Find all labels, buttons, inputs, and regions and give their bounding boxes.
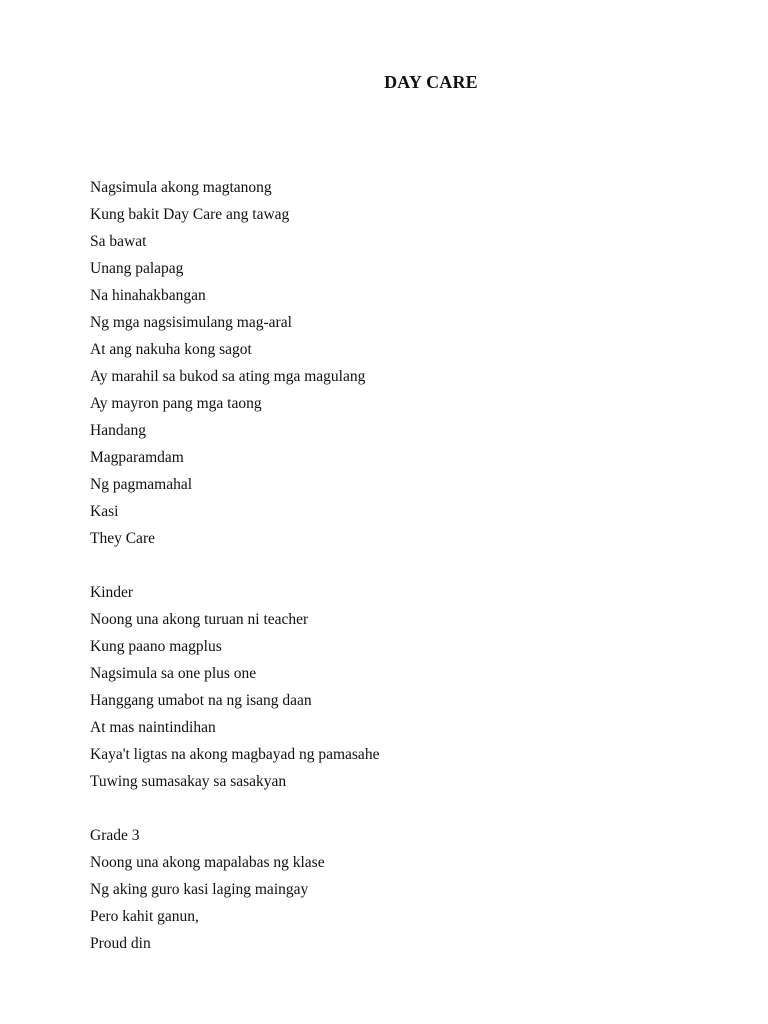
poem-line: Tuwing sumasakay sa sasakyan <box>90 773 287 790</box>
poem-line: Ay marahil sa bukod sa ating mga magulang <box>90 368 366 385</box>
poem-line: Nagsimula sa one plus one <box>90 665 257 682</box>
poem-line: Ay mayron pang mga taong <box>90 395 262 412</box>
poem-line: Noong una akong turuan ni teacher <box>90 611 309 628</box>
poem-line: Kasi <box>90 503 119 520</box>
poem-line: Kinder <box>90 584 134 601</box>
stanza-grade-3 <box>90 822 379 957</box>
document-title: DAY CARE <box>384 72 478 92</box>
poem-line: Kaya't ligtas na akong magbayad ng pamasahe <box>90 746 380 763</box>
poem-line: Nagsimula akong magtanong <box>90 179 272 196</box>
poem-line: At ang nakuha kong sagot <box>90 341 252 358</box>
poem-line: Noong una akong mapalabas ng klase <box>90 854 325 871</box>
poem-line: Unang palapag <box>90 260 184 277</box>
poem-line: At mas naintindihan <box>90 719 216 736</box>
poem-line: Na hinahakbangan <box>90 287 206 304</box>
poem-line: Magparamdam <box>90 449 184 466</box>
poem-line: Hanggang umabot na ng isang daan <box>90 692 312 709</box>
poem-line: Ng aking guro kasi laging maingay <box>90 881 309 898</box>
stanza-day-care <box>90 174 379 552</box>
poem-line: Ng pagmamahal <box>90 476 193 493</box>
poem-line: Sa bawat <box>90 233 147 250</box>
poem-line: Pero kahit ganun, <box>90 908 199 925</box>
poem-line: Proud din <box>90 935 151 952</box>
poem-line: Grade 3 <box>90 827 140 844</box>
poem-line: Kung paano magplus <box>90 638 222 655</box>
poem-line: Kung bakit Day Care ang tawag <box>90 206 290 223</box>
poem-line: Ng mga nagsisimulang mag-aral <box>90 314 292 331</box>
poem-line: They Care <box>90 530 155 547</box>
stanza-kinder <box>90 579 379 795</box>
poem-line: Handang <box>90 422 146 439</box>
poem-body <box>90 174 379 984</box>
